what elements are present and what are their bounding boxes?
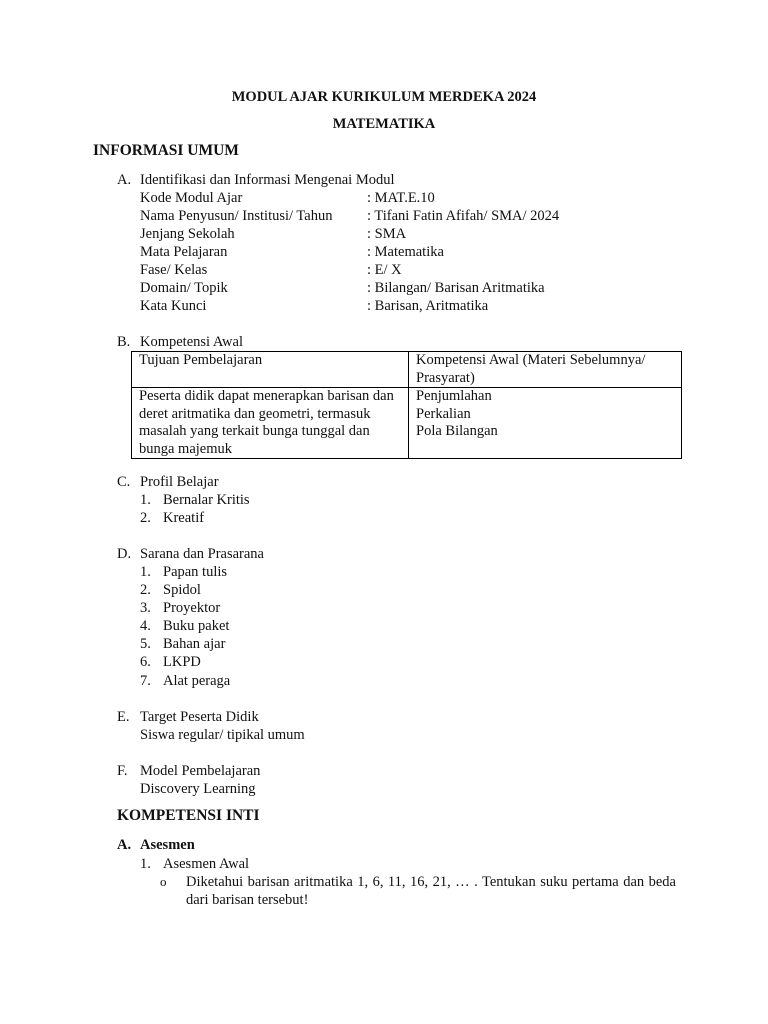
info-value: : Bilangan/ Barisan Aritmatika — [367, 280, 545, 296]
list-item: Proyektor — [163, 600, 221, 616]
section-e-letter: E. — [117, 709, 130, 725]
kompetensi-item: Pola Bilangan — [416, 423, 498, 439]
section-a-title: Identifikasi dan Informasi Mengenai Modul — [140, 172, 395, 188]
info-key: Mata Pelajaran — [140, 244, 228, 260]
info-value: : Tifani Fatin Afifah/ SMA/ 2024 — [367, 208, 560, 224]
table-header-kompetensi: Kompetensi Awal (Materi Sebelumnya/ Prasyarat) — [409, 352, 682, 388]
list-item: Kreatif — [163, 510, 205, 526]
module-info-row — [140, 243, 700, 261]
section-heading-kompetensi-inti: KOMPETENSI INTI — [117, 807, 260, 824]
table-header-tujuan: Tujuan Pembelajaran — [132, 352, 409, 388]
info-key: Fase/ Kelas — [140, 262, 208, 278]
section-c-title: Profil Belajar — [140, 474, 219, 490]
section-c-letter: C. — [117, 474, 131, 490]
kompetensi-item: Perkalian — [416, 405, 471, 422]
info-value: : E/ X — [367, 262, 402, 278]
list-item: Papan tulis — [163, 564, 228, 580]
list-number: 5. — [140, 636, 151, 652]
asesmen-awal-title: Asesmen Awal — [163, 856, 250, 872]
info-key: Nama Penyusun/ Institusi/ Tahun — [140, 208, 333, 224]
kompetensi-awal-table — [131, 351, 682, 459]
table-cell-tujuan: Peserta didik dapat menerapkan barisan dan deret aritmatika dan geometri, termasuk masalah yang terkait bunga tunggal dan bunga majemuk — [132, 388, 409, 459]
info-value: : MAT.E.10 — [367, 190, 435, 206]
info-value: : SMA — [367, 226, 407, 242]
list-number: 7. — [140, 673, 151, 689]
info-key: Domain/ Topik — [140, 280, 228, 296]
kompetensi-item: Penjumlahan — [416, 388, 492, 404]
module-info-row — [140, 297, 700, 315]
section-e-title: Target Peserta Didik — [140, 709, 259, 725]
list-number: 1. — [140, 564, 151, 580]
info-value: : Matematika — [367, 244, 444, 260]
info-key: Kata Kunci — [140, 298, 207, 314]
info-value: : Barisan, Aritmatika — [367, 298, 489, 314]
section-a-letter: A. — [117, 172, 132, 188]
info-key: Kode Modul Ajar — [140, 190, 243, 206]
list-item: Buku paket — [163, 618, 230, 634]
asesmen-title: Asesmen — [140, 837, 195, 853]
module-info-row — [140, 261, 700, 279]
section-d-letter: D. — [117, 546, 132, 562]
document-subject: MATEMATIKA — [332, 116, 436, 132]
asesmen-question: Diketahui barisan aritmatika 1, 6, 11, 16, 21, … . Tentukan suku pertama dan beda dari barisan tersebut! — [186, 874, 676, 908]
module-info-row — [140, 207, 700, 225]
list-number: 1. — [140, 492, 151, 508]
section-b-title: Kompetensi Awal — [140, 334, 243, 350]
list-number: 2. — [140, 510, 151, 526]
list-item: Bernalar Kritis — [163, 492, 250, 508]
list-item: Alat peraga — [163, 673, 231, 689]
list-item: Bahan ajar — [163, 636, 226, 652]
module-info-row — [140, 225, 700, 243]
bullet-icon: o — [160, 874, 167, 889]
section-d-title: Sarana dan Prasarana — [140, 546, 264, 562]
section-f-letter: F. — [117, 763, 128, 779]
list-number: 3. — [140, 600, 151, 616]
section-e-text: Siswa regular/ tipikal umum — [140, 727, 305, 743]
table-cell-kompetensi — [409, 388, 682, 459]
list-number: 6. — [140, 654, 151, 670]
list-item: LKPD — [163, 654, 201, 670]
module-info-row — [140, 279, 700, 297]
asesmen-letter: A. — [117, 837, 132, 853]
table-row — [132, 388, 682, 459]
section-f-text: Discovery Learning — [140, 781, 256, 797]
list-item: Spidol — [163, 582, 201, 598]
list-number: 2. — [140, 582, 151, 598]
list-number: 4. — [140, 618, 151, 634]
section-f-title: Model Pembelajaran — [140, 763, 261, 779]
section-heading-informasi-umum: INFORMASI UMUM — [93, 142, 239, 159]
list-number: 1. — [140, 856, 151, 872]
module-info-row — [140, 189, 700, 207]
info-key: Jenjang Sekolah — [140, 226, 235, 242]
section-b-letter: B. — [117, 334, 131, 350]
table-header-row — [132, 352, 682, 388]
document-title: MODUL AJAR KURIKULUM MERDEKA 2024 — [231, 89, 537, 105]
